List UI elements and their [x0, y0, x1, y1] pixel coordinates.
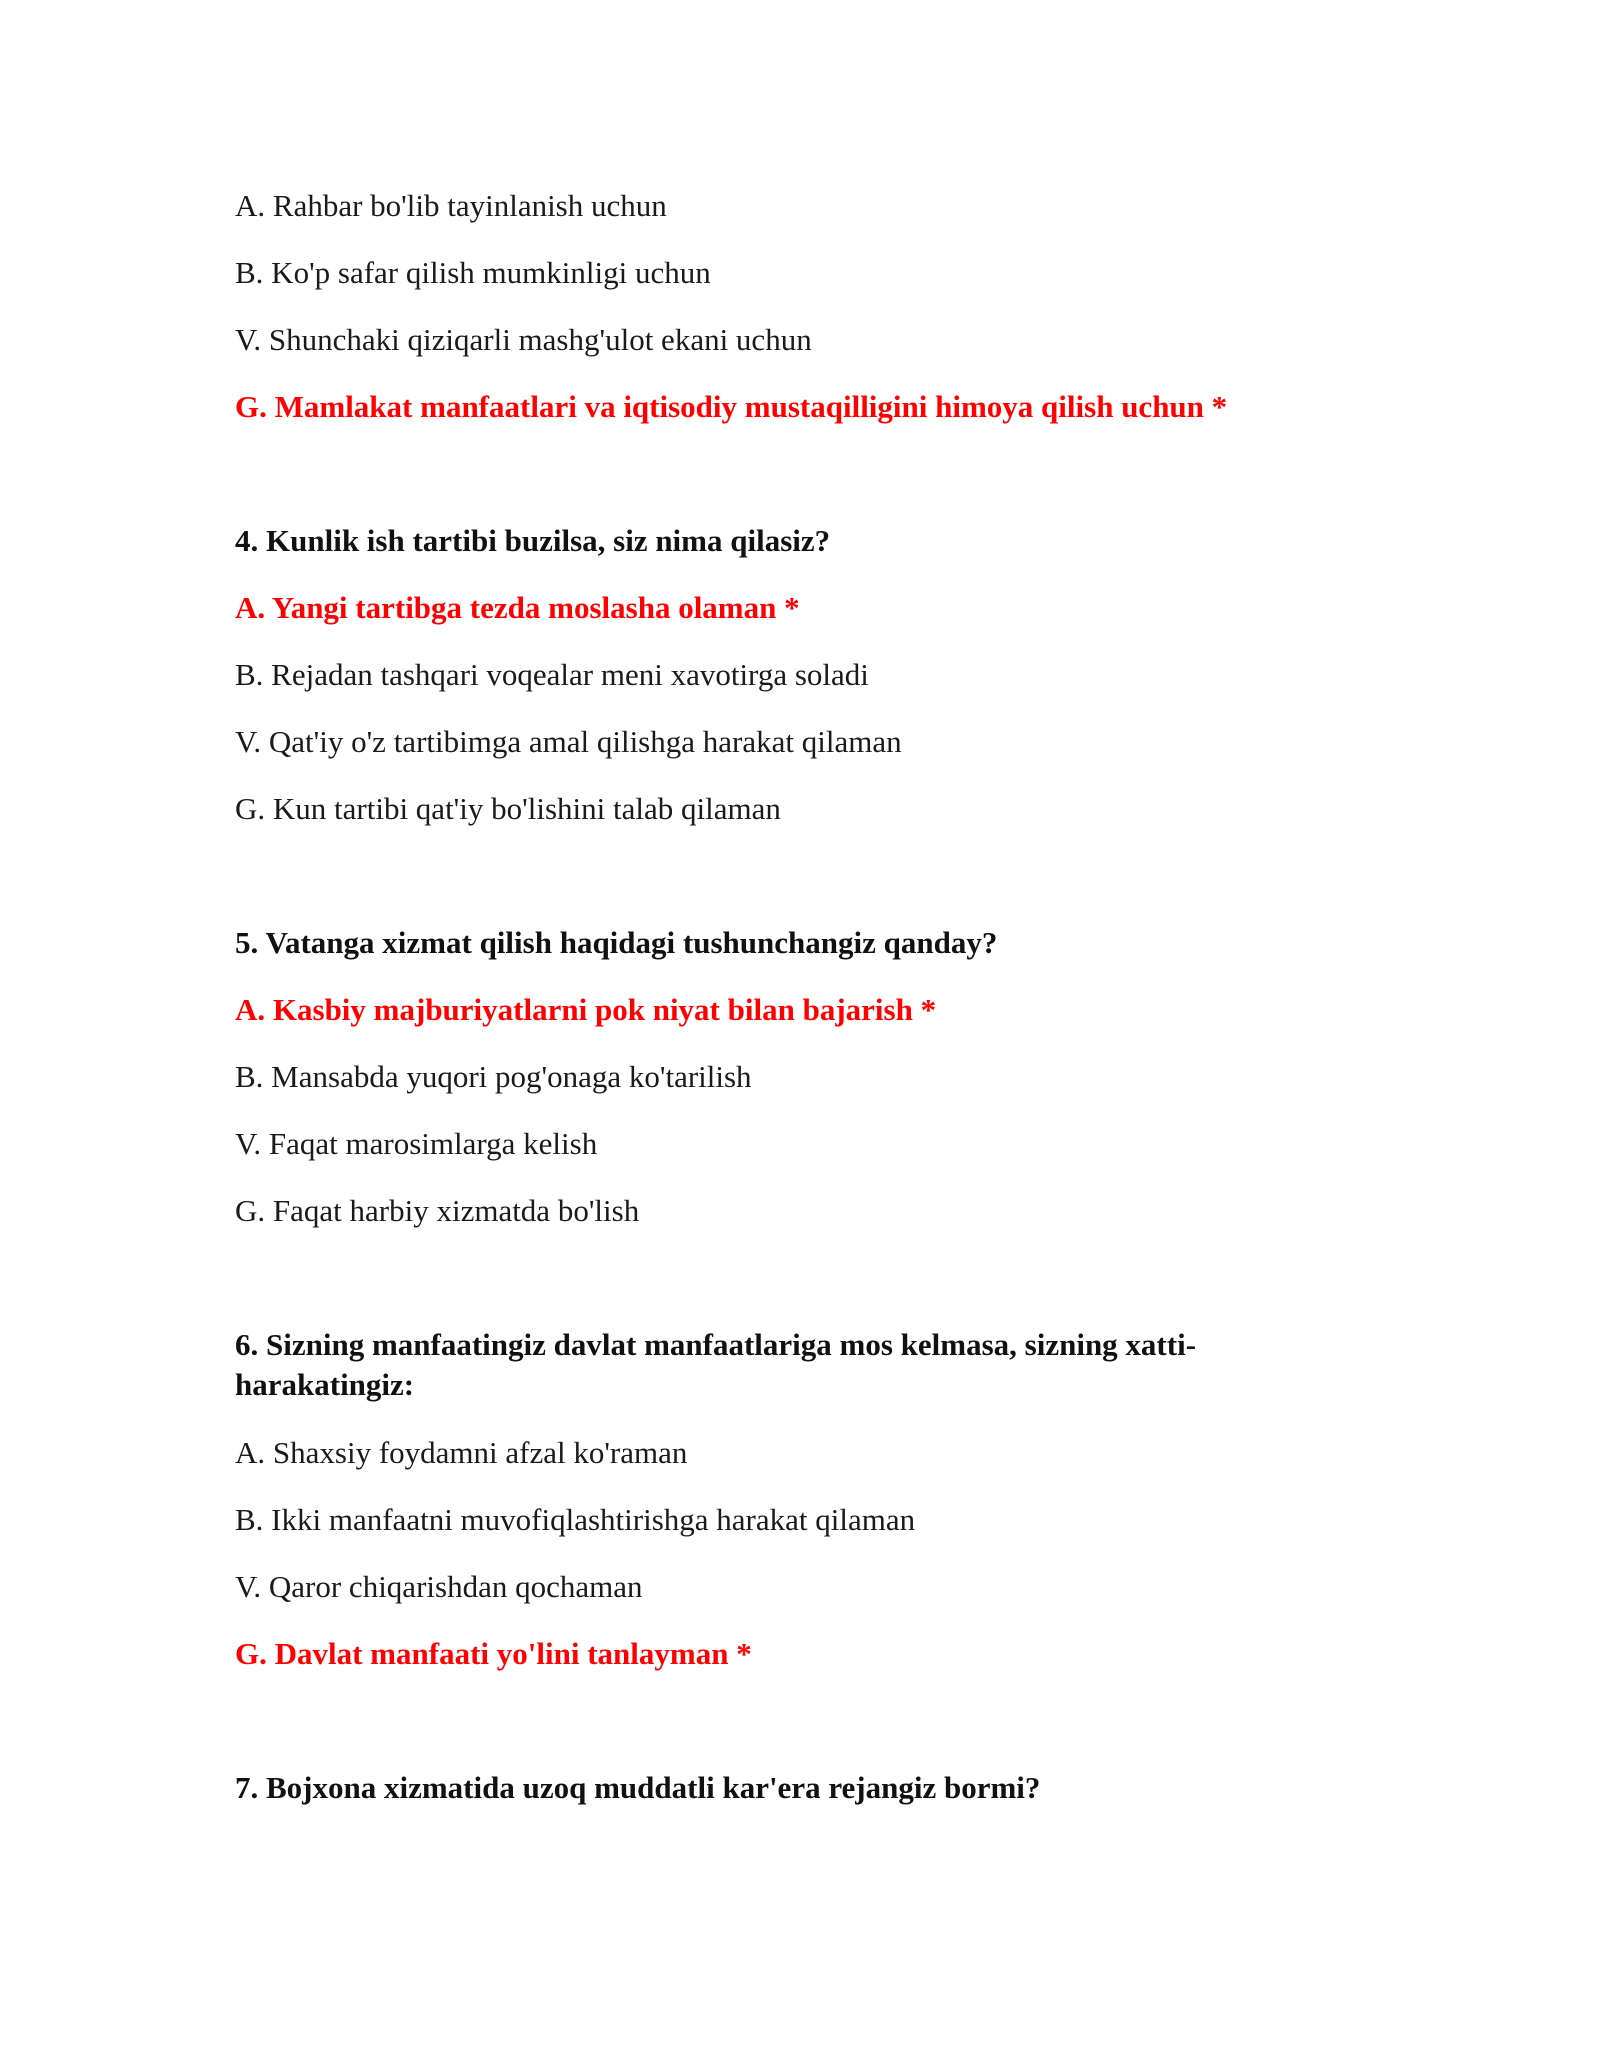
option-prev-v: V. Shunchaki qiziqarli mashg'ulot ekani uchun	[235, 322, 812, 357]
option-5g: G. Faqat harbiy xizmatda bo'lish	[235, 1193, 640, 1228]
option-prev-a: A. Rahbar bo'lib tayinlanish uchun	[235, 188, 667, 223]
question-4-title: 4. Kunlik ish tartibi buzilsa, siz nima qilasiz?	[235, 523, 831, 558]
option-prev-b: B. Ko'p safar qilish mumkinligi uchun	[235, 255, 711, 290]
option-4b: B. Rejadan tashqari voqealar meni xavotirga soladi	[235, 657, 869, 692]
question-6-title: 6. Sizning manfaatingiz davlat manfaatlariga mos kelmasa, sizning xatti-harakatingiz:	[235, 1327, 1197, 1402]
option-4a-correct: A. Yangi tartibga tezda moslasha olaman *	[235, 590, 800, 625]
option-4v: V. Qat'iy o'z tartibimga amal qilishga harakat qilaman	[235, 724, 902, 759]
option-6a: A. Shaxsiy foydamni afzal ko'raman	[235, 1435, 688, 1470]
option-6g-correct: G. Davlat manfaati yo'lini tanlayman *	[235, 1636, 752, 1671]
question-5-title: 5. Vatanga xizmat qilish haqidagi tushunchangiz qanday?	[235, 925, 998, 960]
option-5v: V. Faqat marosimlarga kelish	[235, 1126, 598, 1161]
option-6b: B. Ikki manfaatni muvofiqlashtirishga harakat qilaman	[235, 1502, 916, 1537]
option-6v: V. Qaror chiqarishdan qochaman	[235, 1569, 643, 1604]
option-5a-correct: A. Kasbiy majburiyatlarni pok niyat bilan bajarish *	[235, 992, 937, 1027]
option-5b: B. Mansabda yuqori pog'onaga ko'tarilish	[235, 1059, 752, 1094]
option-prev-g-correct: G. Mamlakat manfaatlari va iqtisodiy mustaqilligini himoya qilish uchun *	[235, 389, 1228, 424]
question-7-title: 7. Bojxona xizmatida uzoq muddatli kar'era rejangiz bormi?	[235, 1770, 1041, 1805]
option-4g: G. Kun tartibi qat'iy bo'lishini talab qilaman	[235, 791, 781, 826]
